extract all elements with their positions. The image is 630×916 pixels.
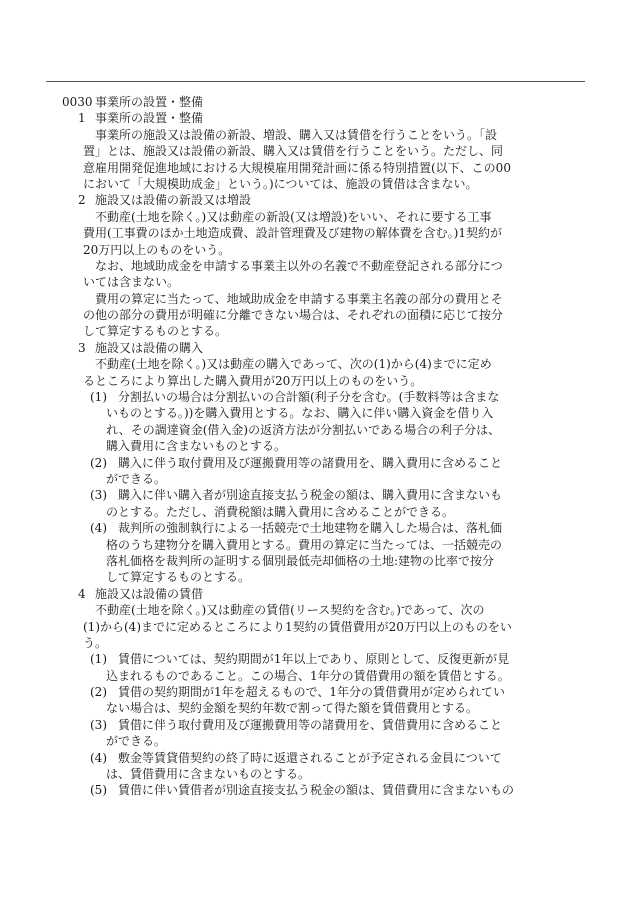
line-text: 賃借に伴い賃借者が別途直接支払う税金の額は、賃借費用に含まないもの — [118, 783, 515, 798]
section-heading — [0, 94, 630, 110]
line-text: 裁判所の強制執行による一括競売で土地建物を購入した場合は、落札価 — [118, 521, 503, 536]
line-text: は、賃借費用に含まないものとする。 — [106, 767, 311, 782]
subsection-heading — [0, 110, 630, 126]
item-number: 2 — [78, 193, 86, 208]
line-text: 不動産(土地を除く。)又は動産の購入であって、次の(1)から(4)までに定め — [95, 357, 492, 372]
line-text: 事業所の施設又は設備の新設、増設、購入又は賃借を行うことをいう。「設 — [95, 127, 498, 142]
line-text: 分割払いの場合は分割払いの合計額(利子分を含む。(手数料等は含まな — [118, 390, 500, 405]
list-item-line — [0, 717, 630, 733]
list-item-line — [0, 782, 630, 798]
line-text: るところにより算出した購入費用が20万円以上のものをいう。 — [83, 373, 423, 388]
line-text: いものとする。))を購入費用とする。なお、購入に伴い購入資金を借り入 — [106, 406, 494, 421]
item-number: (1) — [90, 390, 107, 405]
line-text: 購入に伴い購入者が別途直接支払う税金の額は、購入費用に含まないも — [118, 488, 503, 503]
paragraph-line — [0, 356, 630, 372]
line-text: なお、地域助成金を申請する事業主以外の名義で不動産登記される部分につ — [95, 258, 503, 273]
list-item-line — [0, 520, 630, 536]
list-item-line — [0, 389, 630, 405]
paragraph-line — [0, 258, 630, 274]
list-item-line — [0, 537, 630, 553]
paragraph-line — [0, 291, 630, 307]
paragraph-line — [0, 323, 630, 339]
line-text: 事業所の設置・整備 — [95, 111, 204, 126]
paragraph-line — [0, 176, 630, 192]
line-text: 賃借に伴う取付費用及び運搬費用等の諸費用を、賃借費用に含めること — [118, 717, 503, 732]
line-text: れ、その調達資金(借入金)の返済方法が分割払いである場合の利子分は、 — [106, 422, 501, 437]
item-number: (4) — [90, 750, 107, 765]
line-text: 費用(工事費のほか土地造成費、設計管理費及び建物の解体費を含む。)1契約が — [83, 226, 503, 241]
paragraph-line — [0, 635, 630, 651]
item-number: (2) — [90, 685, 107, 700]
line-text: 置」とは、施設又は設備の新設、購入又は賃借を行うことをいう。ただし、同 — [83, 144, 504, 159]
paragraph-line — [0, 160, 630, 176]
line-text: ができる。 — [106, 471, 167, 486]
document-body — [0, 94, 630, 799]
item-number: 3 — [78, 340, 86, 355]
line-text: 費用の算定に当たって、地域助成金を申請する事業主名義の部分の費用とそ — [95, 291, 503, 306]
subsection-heading — [0, 586, 630, 602]
subsection-heading — [0, 340, 630, 356]
line-text: ない場合は、契約金額を契約年数で割って得た額を賃借費用とする。 — [106, 701, 479, 716]
line-text: いては含まない。 — [83, 275, 180, 290]
line-text: 施設又は設備の新設又は増設 — [95, 193, 252, 208]
paragraph-line — [0, 602, 630, 618]
list-item-line — [0, 438, 630, 454]
line-text: 意雇用開発促進地域における大規模雇用開発計画に係る特別措置(以下、この00 — [83, 160, 511, 175]
line-text: (1)から(4)までに定めるところにより1契約の賃借費用が20万円以上のものをい — [83, 619, 512, 634]
line-text: において「大規模助成金」という。)については、施設の賃借は含まない。 — [83, 176, 478, 191]
list-item-line — [0, 651, 630, 667]
paragraph-line — [0, 127, 630, 143]
paragraph-line — [0, 209, 630, 225]
item-number: (3) — [90, 488, 107, 503]
line-text: 20万円以上のものをいう。 — [83, 242, 231, 257]
list-item-line — [0, 668, 630, 684]
list-item-line — [0, 422, 630, 438]
line-text: 賃借の契約期間が1年を超えるもので、1年分の賃借費用が定められてい — [118, 685, 506, 700]
line-text: 不動産(土地を除く。)又は動産の新設(又は増設)をいい、それに要する工事 — [95, 209, 492, 224]
paragraph-line — [0, 307, 630, 323]
list-item-line — [0, 504, 630, 520]
item-number: (3) — [90, 717, 107, 732]
paragraph-line — [0, 373, 630, 389]
list-item-line — [0, 750, 630, 766]
line-text: 敷金等賃貸借契約の終了時に返還されることが予定される金員について — [118, 750, 502, 765]
list-item-line — [0, 455, 630, 471]
item-number: (1) — [90, 652, 107, 667]
item-number: 1 — [78, 111, 86, 126]
list-item-line — [0, 700, 630, 716]
paragraph-line — [0, 242, 630, 258]
line-text: 格のうち建物分を購入費用とする。費用の算定に当たっては、一括競売の — [106, 537, 503, 552]
line-text: 施設又は設備の賃借 — [95, 586, 204, 601]
list-item-line — [0, 405, 630, 421]
line-text: のとする。ただし、消費税額は購入費用に含めることができる。 — [106, 504, 455, 519]
list-item-line — [0, 471, 630, 487]
paragraph-line — [0, 274, 630, 290]
item-number: (2) — [90, 455, 107, 470]
top-rule — [46, 81, 585, 82]
paragraph-line — [0, 225, 630, 241]
item-number: (5) — [90, 783, 107, 798]
list-item-line — [0, 569, 630, 585]
subsection-heading — [0, 192, 630, 208]
line-text: 落札価格を裁判所の証明する個別最低売却価格の土地:建物の比率で按分 — [106, 553, 495, 568]
item-number: (4) — [90, 521, 107, 536]
line-text: 購入費用に含まないものとする。 — [106, 439, 287, 454]
section-title: 事業所の設置・整備 — [95, 95, 204, 109]
line-text: 込まれるものであること。この場合、1年分の賃借費用の額を賃借とする。 — [106, 668, 510, 683]
line-text: 不動産(土地を除く。)又は動産の賃借(リース契約を含む。)であって、次の — [95, 603, 485, 618]
list-item-line — [0, 733, 630, 749]
line-text: 施設又は設備の購入 — [95, 340, 204, 355]
item-number: 4 — [78, 586, 86, 601]
list-item-line — [0, 766, 630, 782]
line-text: して算定するものとする。 — [106, 570, 251, 585]
paragraph-line — [0, 143, 630, 159]
list-item-line — [0, 487, 630, 503]
line-text: う。 — [83, 635, 108, 650]
list-item-line — [0, 553, 630, 569]
line-text: 賃借については、契約期間が1年以上であり、原則として、反復更新が見 — [118, 652, 510, 667]
list-item-line — [0, 684, 630, 700]
line-text: 購入に伴う取付費用及び運搬費用等の諸費用を、購入費用に含めること — [118, 455, 503, 470]
line-text: ができる。 — [106, 734, 167, 749]
paragraph-line — [0, 619, 630, 635]
line-text: の他の部分の費用が明確に分離できない場合は、それぞれの面積に応じて按分 — [83, 308, 504, 323]
section-number: 0030 — [62, 95, 93, 109]
line-text: して算定するものとする。 — [83, 324, 228, 339]
